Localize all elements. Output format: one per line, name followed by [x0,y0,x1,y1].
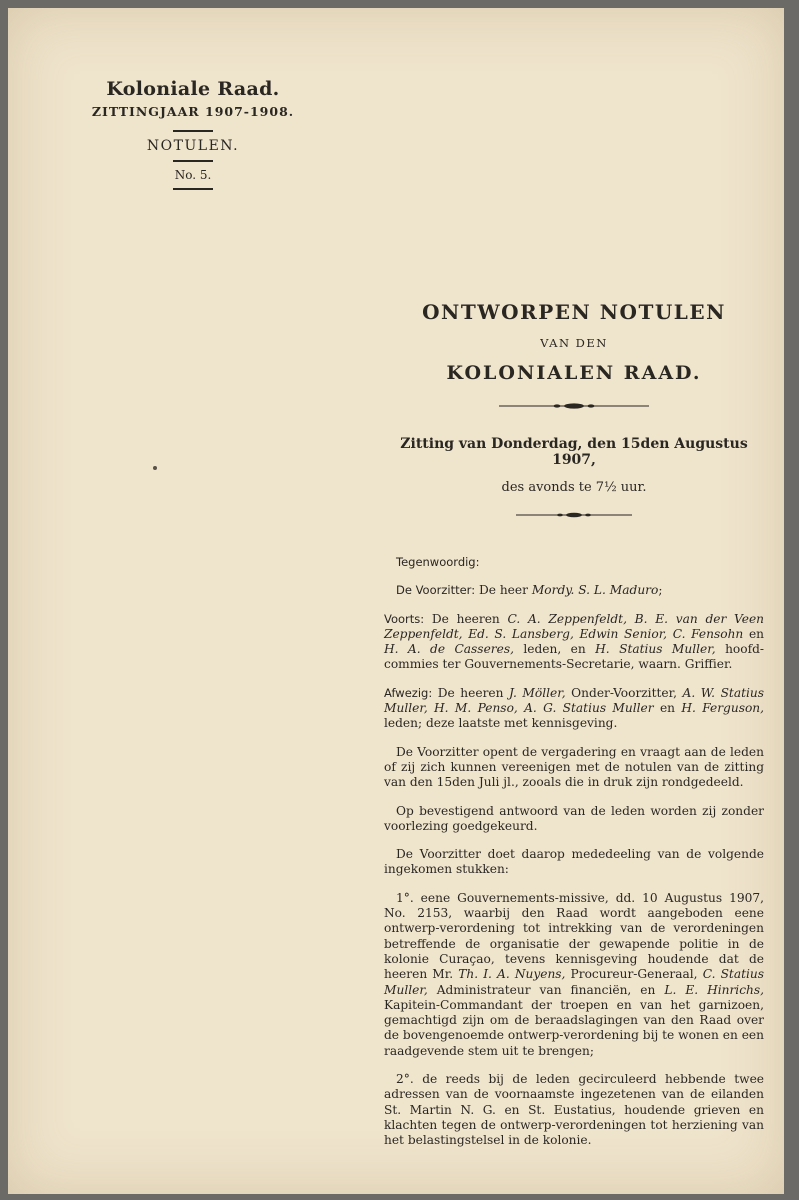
further-name3: H. Statius Muller, [595,642,716,657]
time-line: des avonds te 7½ uur. [501,480,647,495]
chair-line [384,583,764,598]
item1-pre: 1°. eene Gouvernements-missive, dd. 10 Augustus 1907, No. 2153, waarbij den Raad wordt aangeboden eene ontwerp-verordening tot intrekking van de verordeningen betreffende de organisatie der gewapende politie in de kolonie Curaçao, tevens kennisgeving houdende dat de heeren Mr. [384,890,764,982]
further-mid2: leden, en [523,642,586,657]
main-column [384,300,764,1162]
council-title: Koloniale Raad. [106,78,280,100]
absent-pre: De heeren [437,685,504,700]
divider [173,160,213,162]
paragraph-item-1 [384,891,764,1059]
document-page [8,8,784,1194]
absent-mid2: en [659,701,676,716]
issue-number: No. 5. [174,168,212,182]
chair-name: Mordy. S. L. Maduro [531,583,659,598]
members-absent [384,686,764,732]
council-name: KOLONIALEN RAAD. [446,362,702,384]
ornament-divider [516,511,632,519]
present-label: Tegenwoordig: [396,555,480,569]
absent-label: Afwezig: [384,685,433,700]
section-label: NOTULEN. [146,138,240,154]
further-name2: H. A. de Casseres, [384,642,514,657]
present-heading [384,555,764,570]
absent-name1: J. Möller, [509,685,566,700]
absent-name3: H. Ferguson, [681,701,765,716]
item1-name2: C. Statius Muller, [384,967,764,997]
further-mid: en [748,626,765,641]
chair-pre: De heer [478,583,528,598]
paragraph-approval: Op bevestigend antwoord van de leden worden zij zonder voorlezing goedgekeurd. [384,803,764,833]
minutes-body [384,555,764,1149]
absent-names2: A. W. Statius Muller, H. M. Penso, A. G. Statius Muller [384,685,764,716]
item1-name1: Th. I. A. Nuyens, [458,967,566,982]
document-subtitle: VAN DEN [540,336,608,350]
session-year: ZITTINGJAAR 1907-1908. [91,104,295,119]
paragraph-opening: De Voorzitter opent de vergadering en vraagt aan de leden of zij zich kunnen vereenigen met de notulen van de zitting van den 15den Juli jl., zooals die in druk zijn rondgedeeld. [384,744,764,790]
session-line: Zitting van Donderdag, den 15den Augustus 1907, [400,436,748,468]
chair-label: De Voorzitter: [396,583,476,598]
further-label: Voorts: [384,611,425,626]
chair-post: ; [658,583,663,598]
masthead [78,78,308,196]
further-names: C. A. Zeppenfeldt, B. E. van der Veen Zeppenfeldt, Ed. S. Lansberg, Edwin Senior, C. Fensohn [384,611,765,641]
paragraph-item-2: 2°. de reeds bij de leden gecirculeerd hebbende twee adressen van de voornaamste ingezetenen van de eilanden St. Martin N. G. en St. Eustatius, houdende grieven en klachten tegen de ontwerp-verordeningen tot herziening van het belastingstelsel in de kolonie. [384,1072,764,1148]
divider [173,130,213,132]
ink-speck [153,466,157,470]
absent-mid1: Onder-Voorzitter, [571,685,677,700]
item1-post: Kapitein-Commandant der troepen en van het garnizoen, gemachtigd zijn om de beraadslagingen van den Raad over de bovengenoemde ontwerp-verordening bij te wonen en een raadgevende stem uit te brengen; [384,997,764,1058]
further-pre: De heeren [431,611,500,626]
paragraph-announcement: De Voorzitter doet daarop mededeeling van de volgende ingekomen stukken: [384,847,764,877]
item1-name3: L. E. Hinrichs, [664,982,764,997]
divider [173,188,213,190]
document-title: ONTWORPEN NOTULEN [422,300,726,324]
members-present [384,612,764,673]
further-post: hoofd-commies ter Gouvernements-Secretarie, waarn. Griffier. [384,642,765,672]
ornament-divider [499,402,649,410]
absent-post: leden; deze laatste met kennisgeving. [384,716,618,731]
item1-mid1: Procureur-Generaal, [570,967,698,982]
item1-mid2: Administrateur van financiën, en [436,982,656,997]
